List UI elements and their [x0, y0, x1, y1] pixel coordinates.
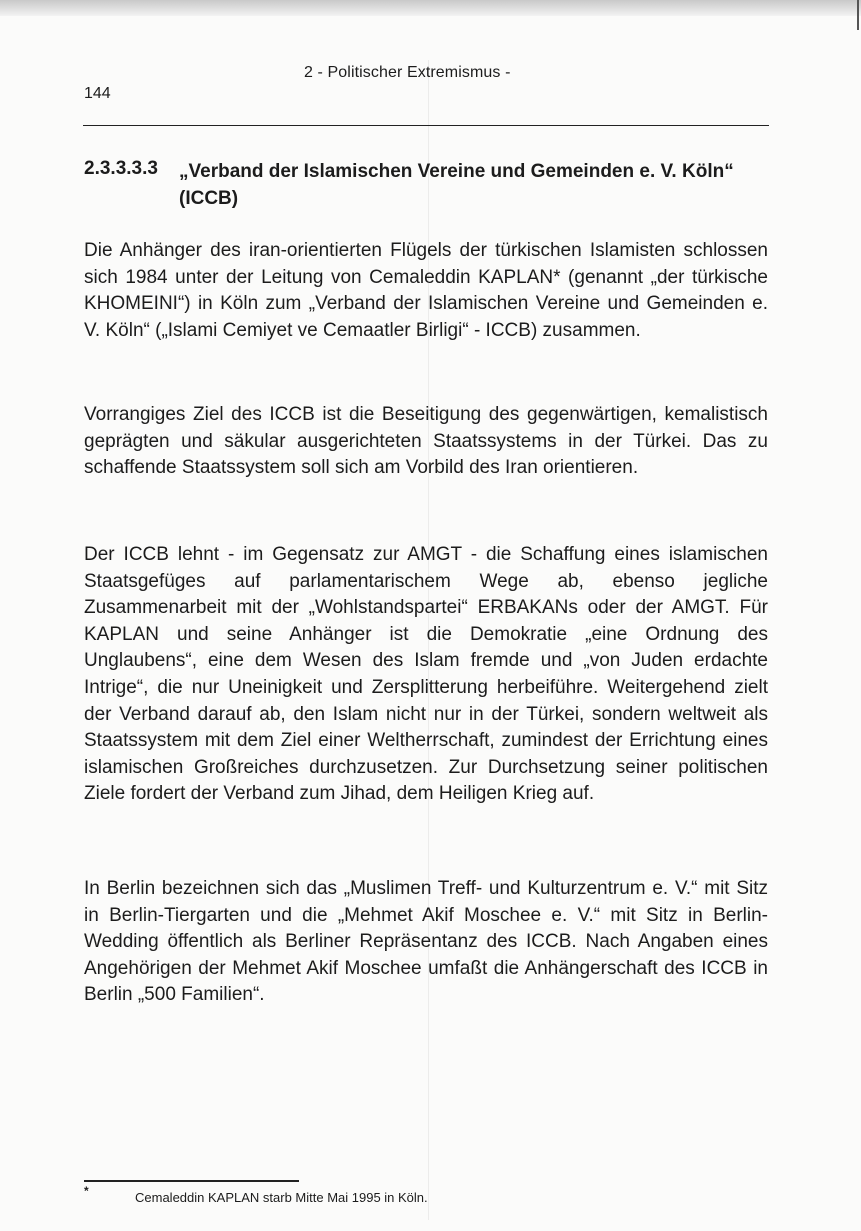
scan-edge-top: [0, 0, 861, 16]
section-title: „Verband der Islamischen Vereine und Gemeinden e. V. Köln“ (ICCB): [179, 161, 734, 209]
scan-mark-right: [857, 0, 859, 30]
paragraph-3: Der ICCB lehnt - im Gegensatz zur AMGT - die Schaffung eines islamischen Staatsgefüges auf parlamentarischem Wege ab, ebenso jegliche Zusammenarbeit mit der „Wohlstandspartei“ ERBAKANs oder der AMGT. Für KAPLAN und seine Anhänger ist die Demokratie „eine Ordnung des Unglaubens“, eine dem Wesen des Islam fremde und „von Juden erdachte Intrige“, die nur Uneinigkeit und Zersplitterung herbeiführe. Weitergehend zielt der Verband darauf ab, den Islam nicht nur in der Türkei, sondern weltweit als Staatssystem mit dem Ziel einer Weltherrschaft, zumindest der Errichtung eines islamischen Großreiches durchzusetzen. Zur Durchsetzung seiner politischen Ziele fordert der Verband zum Jihad, dem Heiligen Krieg auf.: [84, 544, 768, 805]
footnote-text: Cemaleddin KAPLAN starb Mitte Mai 1995 in Köln.: [135, 1190, 428, 1205]
paragraph-1: Die Anhänger des iran-orientierten Flügels der türkischen Islamisten schlossen sich 1984 unter der Leitung von Cemaleddin KAPLAN* (genannt „der türkische KHOMEINI“) in Köln zum „Verband der Islamischen Vereine und Gemeinden e. V. Köln“ („Islami Cemiyet ve Cemaatler Birligi“ - ICCB) zusammen.: [84, 240, 768, 341]
running-head: 2 - Politischer Extremismus -: [304, 64, 511, 81]
paragraph-2: Vorrangiges Ziel des ICCB ist die Beseitigung des gegenwärtigen, kemalistisch geprägten und säkular ausgerichteten Staatssystems in der Türkei. Das zu schaffende Staatssystem soll sich am Vorbild des Iran orientieren.: [84, 404, 768, 479]
page-number: 144: [84, 85, 111, 102]
section-number: 2.3.3.3.3: [84, 158, 158, 179]
footnote-marker: *: [84, 1184, 89, 1198]
paragraph-4: In Berlin bezeichnen sich das „Muslimen Treff- und Kulturzentrum e. V.“ mit Sitz in Berlin-Tiergarten und die „Mehmet Akif Moschee e. V.“ mit Sitz in Berlin-Wedding öffentlich als Berliner Repräsentanz des ICCB. Nach Angaben eines Angehörigen der Mehmet Akif Moschee umfaßt die Anhängerschaft des ICCB in Berlin „500 Familien“.: [84, 878, 768, 1006]
header-divider: [83, 125, 769, 126]
footnote-divider: [84, 1180, 299, 1182]
